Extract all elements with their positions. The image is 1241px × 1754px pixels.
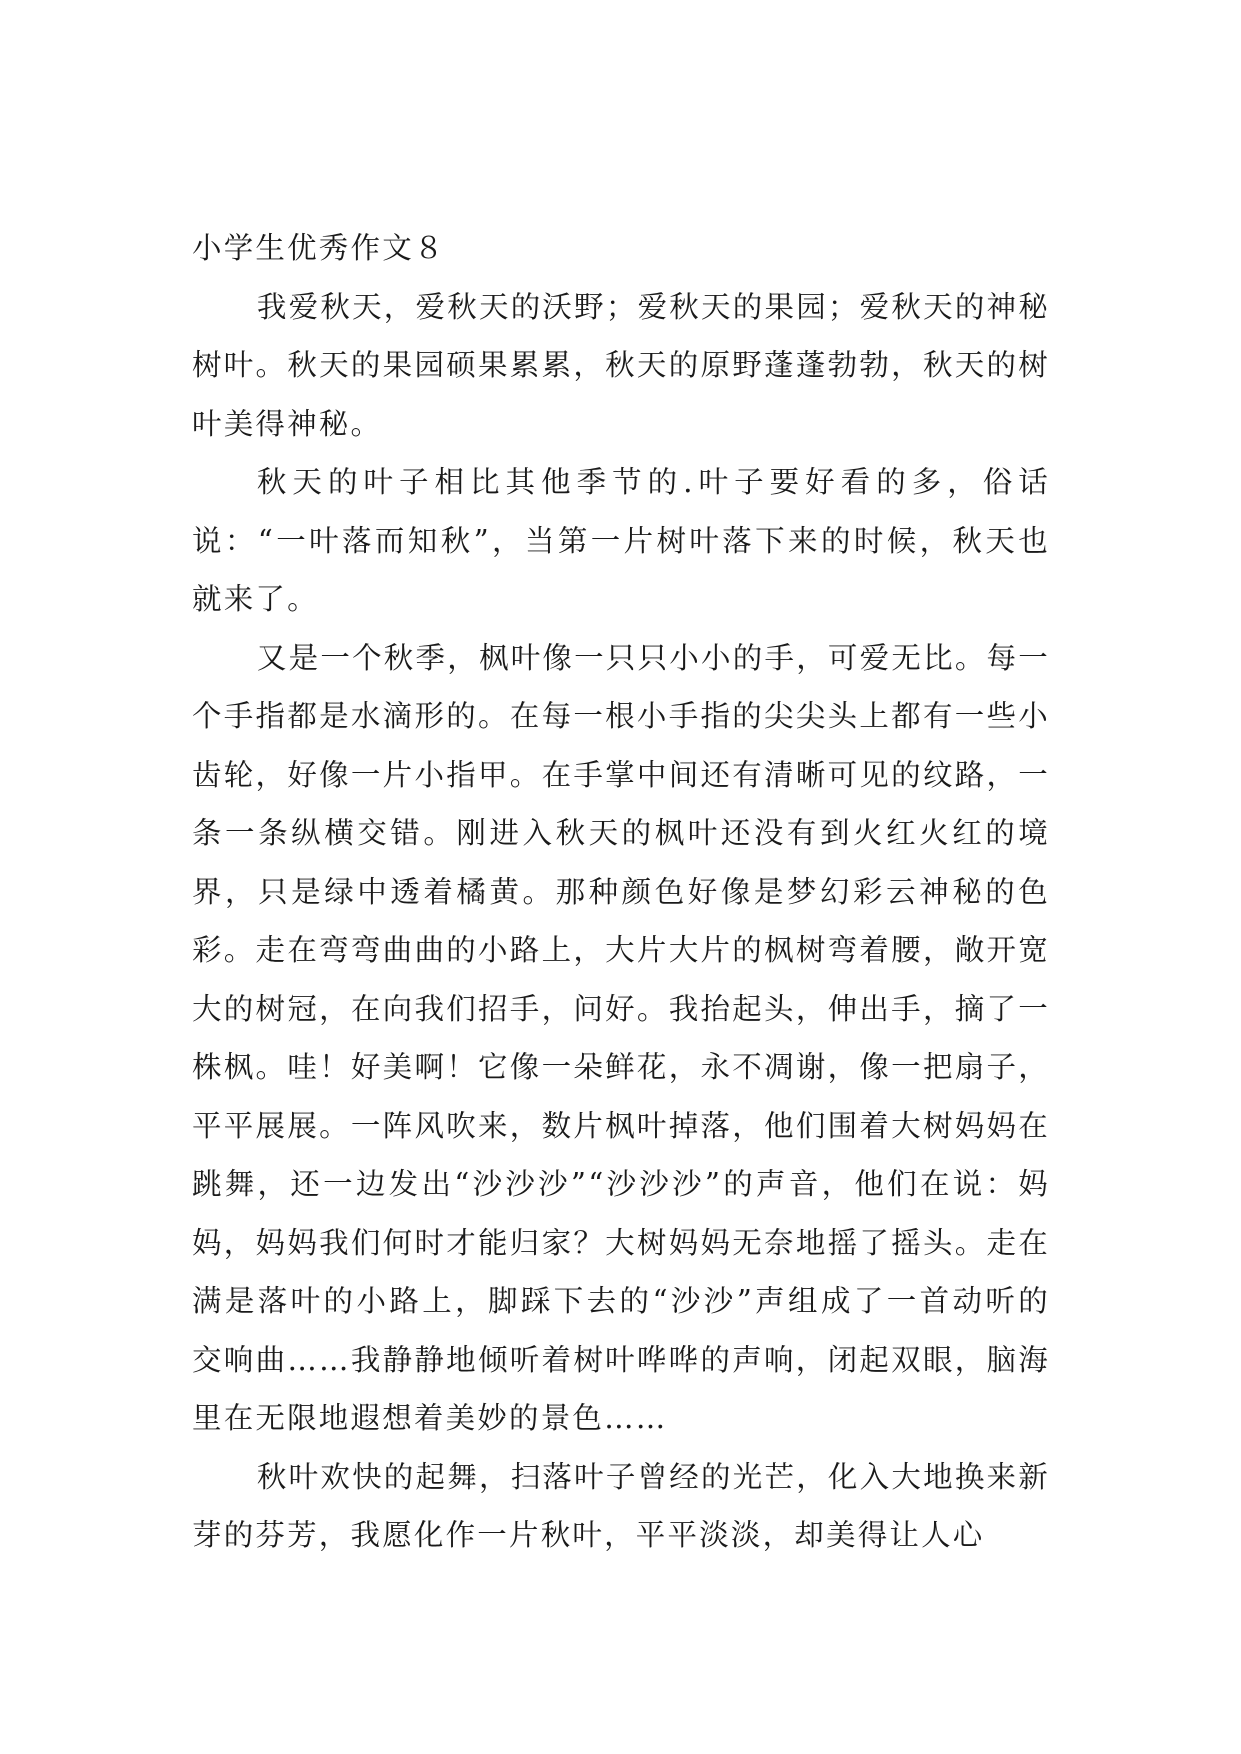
document-title: 小学生优秀作文８ <box>192 231 446 265</box>
paragraph-3: 又是一个秋季，枫叶像一只只小小的手，可爱无比。每一个手指都是水滴形的。在每一根小手指的尖尖头上都有一些小齿轮，好像一片小指甲。在手掌中间还有清晰可见的纹路，一条一条纵横交错。刚进入秋天的枫叶还没有到火红火红的境界，只是绿中透着橘黄。那种颜色好像是梦幻彩云神秘的色彩。走在弯弯曲曲的小路上，大片大片的枫树弯着腰，敞开宽大的树冠，在向我们招手，问好。我抬起头，伸出手，摘了一株枫。哇！好美啊！它像一朵鲜花，永不凋谢，像一把扇子，平平展展。一阵风吹来，数片枫叶掉落，他们围着大树妈妈在跳舞，还一边发出“沙沙沙”“沙沙沙”的声音，他们在说：妈妈，妈妈我们何时才能归家？大树妈妈无奈地摇了摇头。走在满是落叶的小路上，脚踩下去的“沙沙”声组成了一首动听的交响曲……我静静地倾听着树叶哗哗的声响，闭起双眼，脑海里在无限地遐想着美妙的景色…… <box>192 640 1050 1435</box>
paragraph-1: 我爱秋天，爱秋天的沃野；爱秋天的果园；爱秋天的神秘树叶。秋天的果园硕果累累，秋天的原野蓬蓬勃勃，秋天的树叶美得神秘。 <box>192 289 1050 441</box>
document-body <box>192 219 1050 1565</box>
paragraph-2: 秋天的叶子相比其他季节的.叶子要好看的多，俗话说：“一叶落而知秋”，当第一片树叶落下来的时候，秋天也就来了。 <box>192 465 1050 616</box>
paragraph-4: 秋叶欢快的起舞，扫落叶子曾经的光芒，化入大地换来新芽的芬芳，我愿化作一片秋叶，平平淡淡，却美得让人心 <box>192 1459 1050 1552</box>
